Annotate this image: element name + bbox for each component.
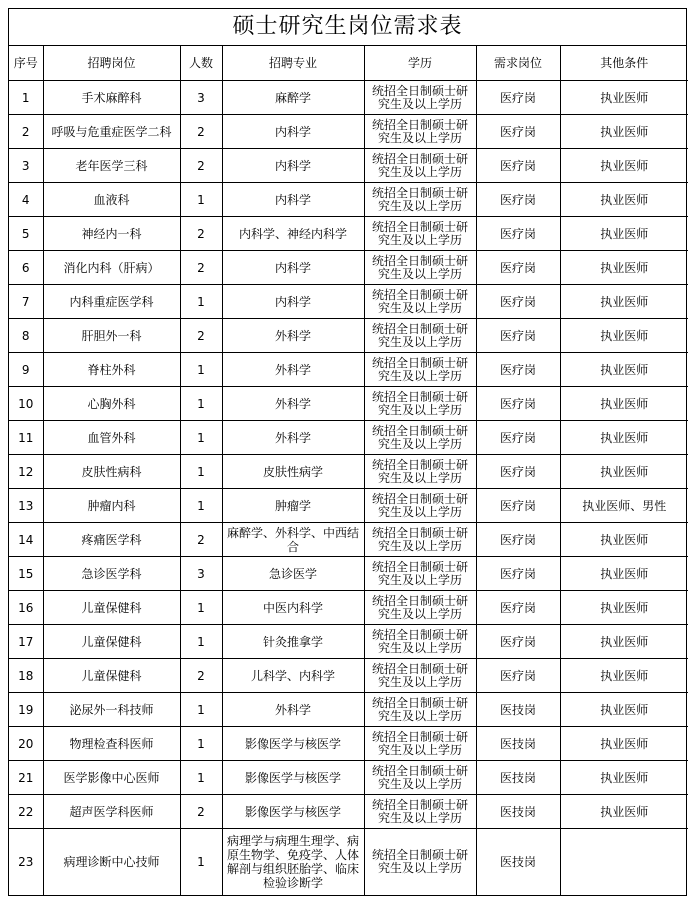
cell-major: 影像医学与核医学 [222,795,364,829]
cell-category: 医疗岗 [476,387,560,421]
cell-count: 1 [180,387,222,421]
cell-count: 1 [180,421,222,455]
cell-education: 统招全日制硕士研究生及以上学历 [364,489,476,523]
cell-position: 儿童保健科 [43,591,180,625]
cell-category: 医疗岗 [476,489,560,523]
cell-position: 血液科 [43,183,180,217]
cell-position: 超声医学科医师 [43,795,180,829]
cell-major: 肿瘤学 [222,489,364,523]
header-no: 序号 [9,46,43,81]
cell-conditions: 执业医师 [560,353,688,387]
cell-no: 9 [9,353,43,387]
cell-no: 5 [9,217,43,251]
cell-category: 医疗岗 [476,217,560,251]
cell-category: 医技岗 [476,727,560,761]
cell-count: 1 [180,761,222,795]
cell-major: 外科学 [222,319,364,353]
cell-position: 儿童保健科 [43,625,180,659]
cell-major: 中医内科学 [222,591,364,625]
cell-no: 10 [9,387,43,421]
cell-count: 2 [180,217,222,251]
cell-no: 21 [9,761,43,795]
cell-major: 外科学 [222,387,364,421]
cell-count: 2 [180,523,222,557]
requirements-table [9,46,688,895]
cell-education: 统招全日制硕士研究生及以上学历 [364,659,476,693]
cell-major: 外科学 [222,421,364,455]
cell-category: 医疗岗 [476,421,560,455]
cell-education: 统招全日制硕士研究生及以上学历 [364,217,476,251]
cell-no: 12 [9,455,43,489]
cell-category: 医疗岗 [476,183,560,217]
cell-education: 统招全日制硕士研究生及以上学历 [364,149,476,183]
cell-education: 统招全日制硕士研究生及以上学历 [364,727,476,761]
cell-count: 2 [180,659,222,693]
header-row [9,46,688,81]
cell-category: 医疗岗 [476,557,560,591]
cell-category: 医技岗 [476,829,560,896]
cell-conditions: 执业医师 [560,557,688,591]
cell-position: 血管外科 [43,421,180,455]
table-row [9,659,688,693]
cell-conditions: 执业医师 [560,625,688,659]
cell-education: 统招全日制硕士研究生及以上学历 [364,523,476,557]
table-row [9,489,688,523]
cell-category: 医技岗 [476,761,560,795]
cell-no: 7 [9,285,43,319]
table-row [9,795,688,829]
cell-conditions: 执业医师 [560,693,688,727]
cell-no: 13 [9,489,43,523]
header-position: 招聘岗位 [43,46,180,81]
cell-major: 影像医学与核医学 [222,727,364,761]
cell-education: 统招全日制硕士研究生及以上学历 [364,795,476,829]
cell-major: 麻醉学 [222,81,364,115]
cell-education: 统招全日制硕士研究生及以上学历 [364,183,476,217]
table-row [9,591,688,625]
table-row [9,81,688,115]
cell-no: 14 [9,523,43,557]
cell-category: 医疗岗 [476,353,560,387]
table-body [9,81,688,896]
sheet-title: 硕士研究生岗位需求表 [9,9,686,46]
cell-conditions: 执业医师 [560,659,688,693]
cell-no: 15 [9,557,43,591]
cell-conditions: 执业医师 [560,115,688,149]
cell-count: 1 [180,285,222,319]
cell-conditions [560,829,688,896]
cell-conditions: 执业医师 [560,795,688,829]
cell-conditions: 执业医师 [560,319,688,353]
cell-no: 4 [9,183,43,217]
cell-no: 23 [9,829,43,896]
table-row [9,387,688,421]
cell-conditions: 执业医师 [560,183,688,217]
cell-category: 医疗岗 [476,591,560,625]
cell-count: 3 [180,81,222,115]
cell-major: 儿科学、内科学 [222,659,364,693]
requirements-sheet [8,8,687,896]
cell-category: 医疗岗 [476,115,560,149]
cell-position: 医学影像中心医师 [43,761,180,795]
cell-major: 麻醉学、外科学、中西结合 [222,523,364,557]
cell-education: 统招全日制硕士研究生及以上学历 [364,115,476,149]
cell-major: 急诊医学 [222,557,364,591]
table-row [9,115,688,149]
table-row [9,727,688,761]
cell-education: 统招全日制硕士研究生及以上学历 [364,557,476,591]
cell-position: 肿瘤内科 [43,489,180,523]
cell-no: 22 [9,795,43,829]
table-row [9,251,688,285]
cell-position: 肝胆外一科 [43,319,180,353]
cell-count: 1 [180,183,222,217]
cell-count: 1 [180,829,222,896]
cell-position: 呼吸与危重症医学二科 [43,115,180,149]
cell-major: 内科学 [222,149,364,183]
cell-major: 外科学 [222,693,364,727]
table-row [9,319,688,353]
cell-education: 统招全日制硕士研究生及以上学历 [364,285,476,319]
cell-education: 统招全日制硕士研究生及以上学历 [364,693,476,727]
cell-category: 医疗岗 [476,81,560,115]
cell-category: 医疗岗 [476,251,560,285]
cell-count: 2 [180,795,222,829]
cell-conditions: 执业医师 [560,591,688,625]
table-row [9,149,688,183]
cell-conditions: 执业医师 [560,217,688,251]
table-row [9,761,688,795]
cell-category: 医疗岗 [476,149,560,183]
cell-category: 医疗岗 [476,455,560,489]
cell-position: 神经内一科 [43,217,180,251]
cell-position: 手术麻醉科 [43,81,180,115]
cell-position: 老年医学三科 [43,149,180,183]
table-row [9,625,688,659]
cell-no: 1 [9,81,43,115]
cell-conditions: 执业医师 [560,761,688,795]
cell-conditions: 执业医师 [560,727,688,761]
cell-major: 外科学 [222,353,364,387]
cell-position: 物理检查科医师 [43,727,180,761]
cell-conditions: 执业医师 [560,149,688,183]
cell-education: 统招全日制硕士研究生及以上学历 [364,387,476,421]
cell-education: 统招全日制硕士研究生及以上学历 [364,625,476,659]
cell-count: 1 [180,489,222,523]
cell-no: 19 [9,693,43,727]
cell-category: 医疗岗 [476,319,560,353]
table-row [9,829,688,896]
cell-major: 内科学 [222,285,364,319]
cell-category: 医疗岗 [476,523,560,557]
cell-no: 16 [9,591,43,625]
table-row [9,693,688,727]
cell-position: 内科重症医学科 [43,285,180,319]
cell-education: 统招全日制硕士研究生及以上学历 [364,761,476,795]
cell-no: 2 [9,115,43,149]
cell-count: 1 [180,693,222,727]
cell-education: 统招全日制硕士研究生及以上学历 [364,251,476,285]
cell-conditions: 执业医师 [560,251,688,285]
cell-no: 18 [9,659,43,693]
cell-major: 影像医学与核医学 [222,761,364,795]
cell-education: 统招全日制硕士研究生及以上学历 [364,455,476,489]
cell-no: 20 [9,727,43,761]
header-category: 需求岗位 [476,46,560,81]
table-row [9,455,688,489]
cell-major: 内科学 [222,251,364,285]
cell-education: 统招全日制硕士研究生及以上学历 [364,353,476,387]
cell-count: 1 [180,353,222,387]
cell-education: 统招全日制硕士研究生及以上学历 [364,319,476,353]
table-row [9,421,688,455]
cell-major: 针灸推拿学 [222,625,364,659]
cell-education: 统招全日制硕士研究生及以上学历 [364,591,476,625]
cell-count: 1 [180,591,222,625]
cell-position: 脊柱外科 [43,353,180,387]
table-row [9,353,688,387]
cell-position: 消化内科（肝病） [43,251,180,285]
header-count: 人数 [180,46,222,81]
table-row [9,523,688,557]
cell-category: 医疗岗 [476,659,560,693]
header-education: 学历 [364,46,476,81]
cell-category: 医疗岗 [476,285,560,319]
table-row [9,285,688,319]
header-conditions: 其他条件 [560,46,688,81]
cell-education: 统招全日制硕士研究生及以上学历 [364,421,476,455]
header-major: 招聘专业 [222,46,364,81]
cell-no: 8 [9,319,43,353]
cell-major: 病理学与病理生理学、病原生物学、免疫学、人体解剖与组织胚胎学、临床检验诊断学 [222,829,364,896]
cell-no: 6 [9,251,43,285]
cell-conditions: 执业医师 [560,285,688,319]
cell-position: 心胸外科 [43,387,180,421]
cell-count: 3 [180,557,222,591]
cell-conditions: 执业医师 [560,523,688,557]
table-row [9,217,688,251]
cell-conditions: 执业医师 [560,81,688,115]
cell-count: 2 [180,319,222,353]
cell-category: 医技岗 [476,795,560,829]
cell-position: 疼痛医学科 [43,523,180,557]
cell-count: 2 [180,251,222,285]
cell-position: 儿童保健科 [43,659,180,693]
cell-conditions: 执业医师 [560,455,688,489]
cell-education: 统招全日制硕士研究生及以上学历 [364,829,476,896]
cell-position: 泌尿外一科技师 [43,693,180,727]
cell-position: 皮肤性病科 [43,455,180,489]
cell-count: 1 [180,455,222,489]
cell-major: 内科学 [222,115,364,149]
cell-conditions: 执业医师 [560,387,688,421]
cell-no: 11 [9,421,43,455]
cell-no: 17 [9,625,43,659]
table-row [9,183,688,217]
cell-major: 内科学、神经内科学 [222,217,364,251]
cell-category: 医疗岗 [476,625,560,659]
cell-count: 1 [180,625,222,659]
cell-count: 1 [180,727,222,761]
cell-count: 2 [180,115,222,149]
cell-conditions: 执业医师、男性 [560,489,688,523]
cell-conditions: 执业医师 [560,421,688,455]
cell-count: 2 [180,149,222,183]
cell-education: 统招全日制硕士研究生及以上学历 [364,81,476,115]
cell-position: 病理诊断中心技师 [43,829,180,896]
cell-position: 急诊医学科 [43,557,180,591]
cell-major: 皮肤性病学 [222,455,364,489]
cell-major: 内科学 [222,183,364,217]
cell-no: 3 [9,149,43,183]
table-row [9,557,688,591]
cell-category: 医技岗 [476,693,560,727]
